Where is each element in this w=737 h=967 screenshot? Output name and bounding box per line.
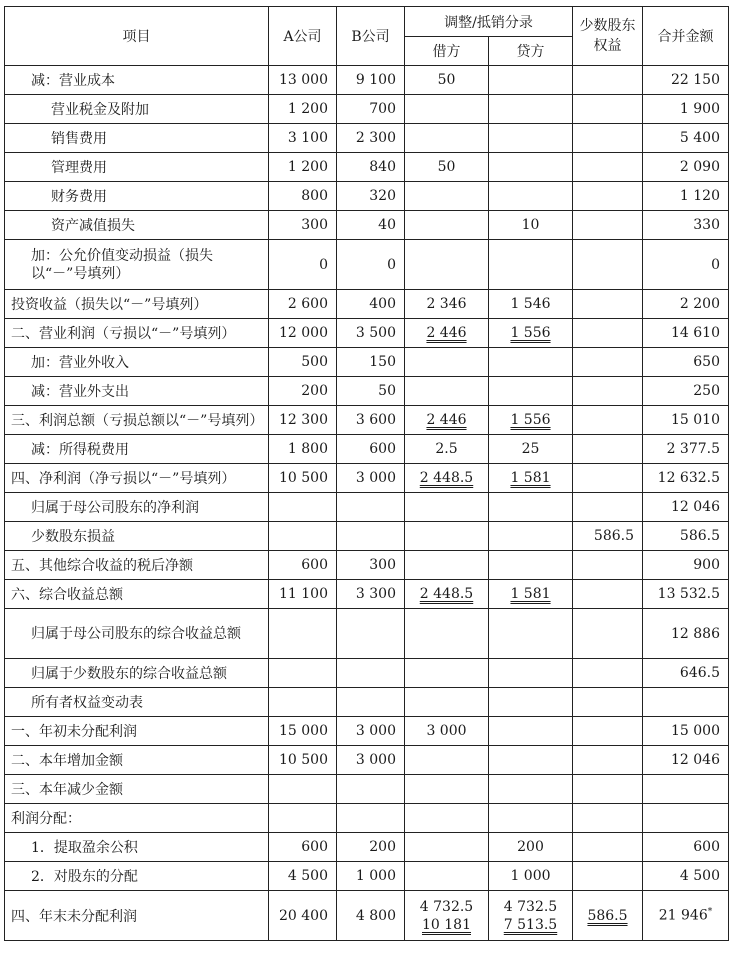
cell-minority <box>573 290 643 319</box>
cell-minority: 586.5 <box>573 891 643 941</box>
cell-credit: 1 581 <box>489 580 573 609</box>
table-row-closing-retained-earnings <box>5 891 729 941</box>
cell-minority <box>573 775 643 804</box>
row-label: 2．对股东的分配 <box>5 862 269 891</box>
cell-debit <box>405 862 489 891</box>
cell-credit <box>489 348 573 377</box>
row-label: 所有者权益变动表 <box>5 688 269 717</box>
cell-total: 330 <box>643 211 729 240</box>
cell-total <box>643 688 729 717</box>
cell-debit <box>405 182 489 211</box>
cell-company-b <box>337 609 405 659</box>
cell-company-b: 0 <box>337 240 405 290</box>
cell-credit: 1 556 <box>489 319 573 348</box>
cell-company-a <box>269 804 337 833</box>
cell-company-b: 2 300 <box>337 124 405 153</box>
cell-debit: 2.5 <box>405 435 489 464</box>
row-label: 减：营业外支出 <box>5 377 269 406</box>
cell-total: 12 046 <box>643 746 729 775</box>
row-label: 利润分配： <box>5 804 269 833</box>
table-row <box>5 66 729 95</box>
table-row <box>5 717 729 746</box>
table-row <box>5 240 729 290</box>
cell-credit <box>489 522 573 551</box>
credit-bottom-value: 7 513.5 <box>503 916 558 933</box>
cell-total: 1 900 <box>643 95 729 124</box>
cell-company-a: 11 100 <box>269 580 337 609</box>
cell-credit <box>489 66 573 95</box>
table-row <box>5 124 729 153</box>
cell-debit <box>405 746 489 775</box>
cell-credit: 10 <box>489 211 573 240</box>
cell-company-b: 3 500 <box>337 319 405 348</box>
table-row <box>5 95 729 124</box>
cell-company-b <box>337 493 405 522</box>
row-label: 管理费用 <box>5 153 269 182</box>
cell-minority <box>573 348 643 377</box>
cell-minority <box>573 464 643 493</box>
table-row <box>5 377 729 406</box>
header-consolidated-amount: 合并金额 <box>643 7 729 66</box>
cell-total <box>643 804 729 833</box>
cell-company-a <box>269 522 337 551</box>
table-row <box>5 493 729 522</box>
cell-company-a: 10 500 <box>269 746 337 775</box>
consolidation-table <box>4 6 729 941</box>
cell-debit: 2 346 <box>405 290 489 319</box>
cell-minority <box>573 551 643 580</box>
cell-company-b <box>337 688 405 717</box>
cell-credit <box>489 891 573 941</box>
cell-credit <box>489 609 573 659</box>
cell-total: 14 610 <box>643 319 729 348</box>
cell-minority <box>573 833 643 862</box>
cell-total: 250 <box>643 377 729 406</box>
cell-debit <box>405 522 489 551</box>
cell-company-b: 700 <box>337 95 405 124</box>
cell-company-b: 4 800 <box>337 891 405 941</box>
cell-total: 15 010 <box>643 406 729 435</box>
cell-debit: 50 <box>405 153 489 182</box>
debit-bottom-value: 10 181 <box>422 916 471 933</box>
cell-debit: 2 448.5 <box>405 580 489 609</box>
cell-company-a: 10 500 <box>269 464 337 493</box>
cell-credit: 25 <box>489 435 573 464</box>
cell-company-b: 320 <box>337 182 405 211</box>
cell-company-b: 1 000 <box>337 862 405 891</box>
cell-company-a: 200 <box>269 377 337 406</box>
header-company-b: B公司 <box>337 7 405 66</box>
cell-credit: 1 000 <box>489 862 573 891</box>
cell-debit: 2 446 <box>405 406 489 435</box>
cell-total: 15 000 <box>643 717 729 746</box>
table-row <box>5 406 729 435</box>
total-mark: * <box>707 907 713 918</box>
row-label: 减：营业成本 <box>5 66 269 95</box>
cell-minority <box>573 406 643 435</box>
row-label: 1．提取盈余公积 <box>5 833 269 862</box>
row-label: 四、净利润（净亏损以“－”号填列） <box>5 464 269 493</box>
cell-company-b: 40 <box>337 211 405 240</box>
cell-debit <box>405 493 489 522</box>
cell-minority <box>573 182 643 211</box>
cell-credit <box>489 377 573 406</box>
header-item: 项目 <box>5 7 269 66</box>
cell-company-b: 3 000 <box>337 717 405 746</box>
table-row <box>5 746 729 775</box>
cell-debit: 3 000 <box>405 717 489 746</box>
row-label: 归属于母公司股东的综合收益总额 <box>5 609 269 659</box>
table-row <box>5 435 729 464</box>
cell-minority <box>573 862 643 891</box>
cell-credit <box>489 804 573 833</box>
cell-company-b: 400 <box>337 290 405 319</box>
table-row <box>5 580 729 609</box>
cell-company-b: 3 300 <box>337 580 405 609</box>
cell-company-a: 4 500 <box>269 862 337 891</box>
row-label: 加：公允价值变动损益（损失以“－”号填列） <box>5 240 269 290</box>
cell-total: 650 <box>643 348 729 377</box>
cell-credit <box>489 746 573 775</box>
cell-total: 1 120 <box>643 182 729 211</box>
row-label: 一、年初未分配利润 <box>5 717 269 746</box>
row-label: 归属于少数股东的综合收益总额 <box>5 659 269 688</box>
table-row <box>5 464 729 493</box>
cell-total: 12 046 <box>643 493 729 522</box>
table-body <box>5 66 729 941</box>
cell-company-b: 600 <box>337 435 405 464</box>
cell-credit <box>489 659 573 688</box>
cell-total: 12 886 <box>643 609 729 659</box>
cell-credit <box>489 688 573 717</box>
cell-debit: 2 446 <box>405 319 489 348</box>
cell-total: 2 377.5 <box>643 435 729 464</box>
cell-total: 2 200 <box>643 290 729 319</box>
table-row <box>5 688 729 717</box>
table-row <box>5 522 729 551</box>
cell-minority <box>573 211 643 240</box>
cell-company-a: 15 000 <box>269 717 337 746</box>
cell-company-a: 2 600 <box>269 290 337 319</box>
cell-company-b <box>337 659 405 688</box>
row-label: 三、本年减少金额 <box>5 775 269 804</box>
cell-company-a: 20 400 <box>269 891 337 941</box>
row-label: 二、营业利润（亏损以“－”号填列） <box>5 319 269 348</box>
consolidation-worksheet <box>4 6 729 941</box>
cell-total: 4 500 <box>643 862 729 891</box>
row-label: 营业税金及附加 <box>5 95 269 124</box>
cell-debit <box>405 377 489 406</box>
header-credit: 贷方 <box>489 37 573 66</box>
cell-company-b: 3 600 <box>337 406 405 435</box>
cell-minority <box>573 240 643 290</box>
cell-company-a: 12 000 <box>269 319 337 348</box>
debit-top-value: 4 732.5 <box>419 898 474 915</box>
cell-company-a: 600 <box>269 833 337 862</box>
cell-company-b <box>337 804 405 833</box>
cell-debit <box>405 211 489 240</box>
cell-credit <box>489 153 573 182</box>
row-label: 销售费用 <box>5 124 269 153</box>
cell-company-b: 3 000 <box>337 746 405 775</box>
cell-minority <box>573 377 643 406</box>
cell-minority <box>573 493 643 522</box>
cell-debit <box>405 891 489 941</box>
cell-company-a: 1 800 <box>269 435 337 464</box>
cell-company-b <box>337 775 405 804</box>
cell-debit <box>405 240 489 290</box>
table-row <box>5 182 729 211</box>
cell-company-a: 13 000 <box>269 66 337 95</box>
cell-debit <box>405 688 489 717</box>
table-row <box>5 551 729 580</box>
table-row <box>5 833 729 862</box>
cell-credit: 200 <box>489 833 573 862</box>
cell-company-a: 1 200 <box>269 153 337 182</box>
cell-total: 646.5 <box>643 659 729 688</box>
cell-company-a: 500 <box>269 348 337 377</box>
cell-minority <box>573 66 643 95</box>
cell-debit <box>405 804 489 833</box>
cell-company-b <box>337 522 405 551</box>
cell-total <box>643 775 729 804</box>
cell-credit <box>489 95 573 124</box>
cell-total: 600 <box>643 833 729 862</box>
credit-top-value: 4 732.5 <box>503 898 558 915</box>
table-row <box>5 609 729 659</box>
cell-credit <box>489 182 573 211</box>
cell-credit <box>489 551 573 580</box>
header-company-a: A公司 <box>269 7 337 66</box>
cell-company-b: 300 <box>337 551 405 580</box>
cell-company-a <box>269 609 337 659</box>
cell-company-a: 600 <box>269 551 337 580</box>
cell-minority <box>573 609 643 659</box>
cell-debit <box>405 609 489 659</box>
cell-debit <box>405 551 489 580</box>
table-row <box>5 659 729 688</box>
cell-debit <box>405 124 489 153</box>
cell-debit <box>405 348 489 377</box>
row-label: 二、本年增加金额 <box>5 746 269 775</box>
cell-credit: 1 546 <box>489 290 573 319</box>
row-label: 财务费用 <box>5 182 269 211</box>
table-row <box>5 319 729 348</box>
table-row <box>5 290 729 319</box>
cell-credit: 1 581 <box>489 464 573 493</box>
cell-company-b: 200 <box>337 833 405 862</box>
table-row <box>5 153 729 182</box>
cell-total: 586.5 <box>643 522 729 551</box>
cell-credit <box>489 775 573 804</box>
cell-total: 0 <box>643 240 729 290</box>
cell-credit <box>489 717 573 746</box>
cell-debit <box>405 833 489 862</box>
cell-company-a <box>269 688 337 717</box>
cell-company-b: 9 100 <box>337 66 405 95</box>
row-label: 投资收益（损失以“－”号填列） <box>5 290 269 319</box>
cell-company-b: 3 000 <box>337 464 405 493</box>
cell-total: 13 532.5 <box>643 580 729 609</box>
table-row <box>5 804 729 833</box>
cell-minority <box>573 580 643 609</box>
cell-company-b: 50 <box>337 377 405 406</box>
cell-minority <box>573 435 643 464</box>
cell-company-a: 1 200 <box>269 95 337 124</box>
cell-minority <box>573 659 643 688</box>
cell-minority: 586.5 <box>573 522 643 551</box>
cell-company-a <box>269 659 337 688</box>
cell-debit <box>405 95 489 124</box>
header-debit: 借方 <box>405 37 489 66</box>
cell-company-a: 800 <box>269 182 337 211</box>
row-label: 五、其他综合收益的税后净额 <box>5 551 269 580</box>
row-label: 资产减值损失 <box>5 211 269 240</box>
row-label: 减：所得税费用 <box>5 435 269 464</box>
cell-minority <box>573 717 643 746</box>
table-row <box>5 348 729 377</box>
cell-debit: 2 448.5 <box>405 464 489 493</box>
cell-credit <box>489 493 573 522</box>
cell-company-a <box>269 775 337 804</box>
cell-debit <box>405 775 489 804</box>
cell-total: 22 150 <box>643 66 729 95</box>
cell-company-a: 0 <box>269 240 337 290</box>
cell-total: 12 632.5 <box>643 464 729 493</box>
cell-company-a: 12 300 <box>269 406 337 435</box>
cell-credit <box>489 240 573 290</box>
header-adjustments: 调整/抵销分录 <box>405 7 573 37</box>
cell-debit: 50 <box>405 66 489 95</box>
cell-debit <box>405 659 489 688</box>
row-label: 四、年末未分配利润 <box>5 891 269 941</box>
table-row <box>5 211 729 240</box>
row-label: 三、利润总额（亏损总额以“－”号填列） <box>5 406 269 435</box>
cell-company-b: 840 <box>337 153 405 182</box>
row-label: 六、综合收益总额 <box>5 580 269 609</box>
cell-company-b: 150 <box>337 348 405 377</box>
cell-total: 5 400 <box>643 124 729 153</box>
cell-minority <box>573 124 643 153</box>
cell-minority <box>573 804 643 833</box>
cell-credit <box>489 124 573 153</box>
table-row <box>5 862 729 891</box>
header-minority-interest: 少数股东权益 <box>573 7 643 66</box>
row-label: 加：营业外收入 <box>5 348 269 377</box>
cell-minority <box>573 746 643 775</box>
cell-total: 2 090 <box>643 153 729 182</box>
cell-total: 21 946* <box>643 891 729 941</box>
row-label: 归属于母公司股东的净利润 <box>5 493 269 522</box>
cell-company-a: 300 <box>269 211 337 240</box>
cell-company-a <box>269 493 337 522</box>
cell-minority <box>573 95 643 124</box>
cell-company-a: 3 100 <box>269 124 337 153</box>
table-row <box>5 775 729 804</box>
cell-minority <box>573 688 643 717</box>
cell-credit: 1 556 <box>489 406 573 435</box>
row-label: 少数股东损益 <box>5 522 269 551</box>
cell-minority <box>573 153 643 182</box>
cell-minority <box>573 319 643 348</box>
cell-total: 900 <box>643 551 729 580</box>
